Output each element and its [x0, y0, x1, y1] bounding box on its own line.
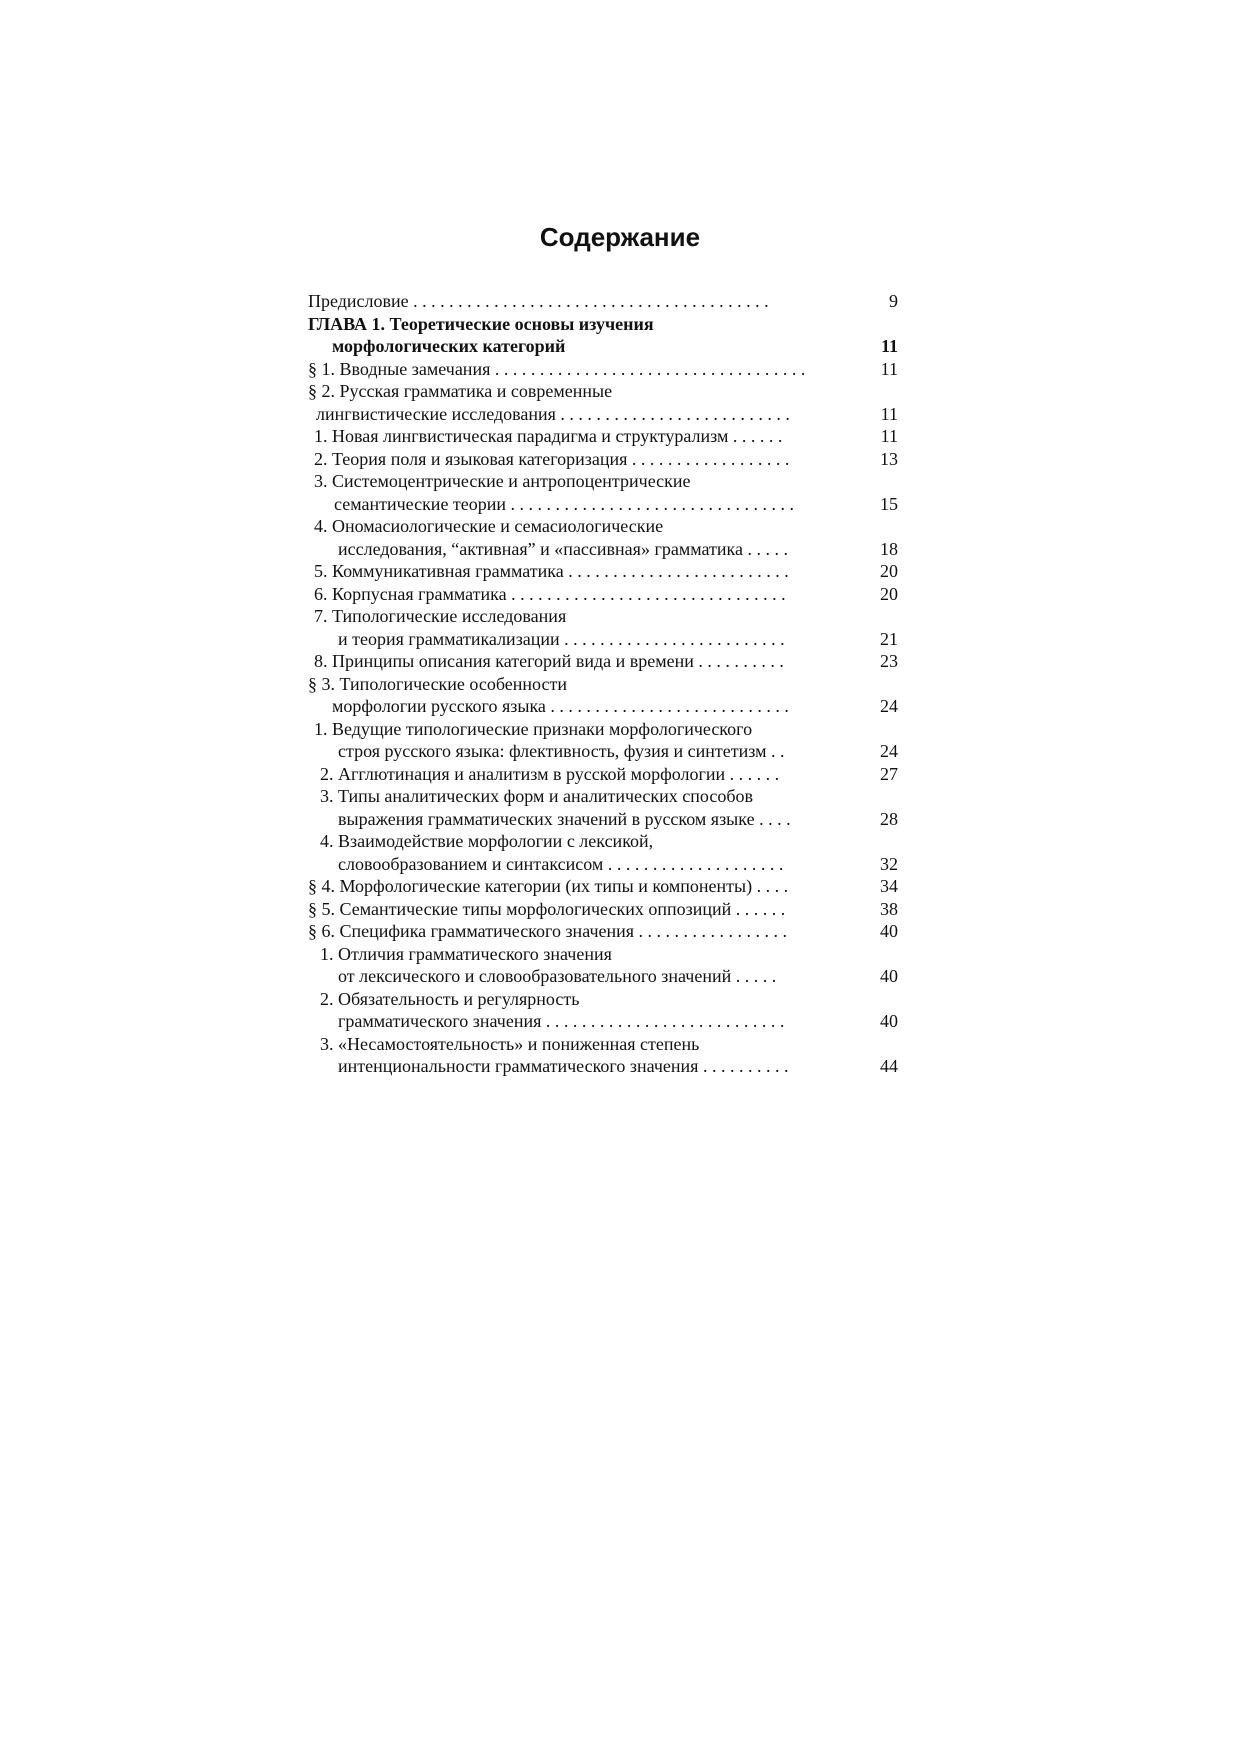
toc-entry-page-number: 11 [880, 426, 898, 446]
toc-entry-page-number: 11 [880, 403, 898, 424]
toc-entry-text: § 1. Вводные замечания . . . . . . . . . . . . . . . . . . . . . . . . . . . . . . . . . . . [308, 358, 806, 379]
toc-entry-text: 3. Типы аналитических форм и аналитических способов [320, 786, 754, 806]
toc-entry [308, 538, 904, 561]
toc-entry-page-number: 40 [880, 1011, 898, 1031]
toc-entry-text: от лексического и словообразовательного значений . . . . . [338, 966, 777, 986]
toc-entry-page-number: 24 [880, 741, 898, 761]
toc-entry-text: 2. Агглютинация и аналитизм в русской морфологии . . . . . . [320, 763, 780, 784]
toc-entry-text: § 5. Семантические типы морфологических оппозиций . . . . . . [308, 898, 786, 919]
toc-entry [308, 898, 904, 921]
toc-entry [308, 515, 904, 538]
toc-entry [308, 358, 904, 381]
toc-entry-text: и теория грамматикализации . . . . . . . . . . . . . . . . . . . . . . . . . [338, 628, 785, 649]
toc-entry-page-number: 20 [880, 561, 898, 581]
toc-entry [308, 650, 904, 673]
toc-entry-text: § 6. Специфика грамматического значения . . . . . . . . . . . . . . . . . [308, 921, 788, 941]
toc-entry-page-number: 32 [880, 853, 898, 874]
toc-entry-page-number: 40 [880, 921, 898, 941]
toc-entry-text: 2. Теория поля и языковая категоризация . . . . . . . . . . . . . . . . . . [314, 448, 790, 469]
toc-entry-page-number: 11 [880, 358, 898, 379]
toc-entry [308, 740, 904, 763]
toc-entry-text: выражения грамматических значений в русском языке . . . . [338, 808, 791, 829]
toc-entry-text: интенциональности грамматического значения . . . . . . . . . . [338, 1056, 789, 1076]
toc-entry-text: 8. Принципы описания категорий вида и времени . . . . . . . . . . [314, 651, 784, 671]
toc-entry [308, 403, 904, 426]
toc-entry-text: Предисловие . . . . . . . . . . . . . . . . . . . . . . . . . . . . . . . . . . . . . . . . [308, 291, 769, 311]
toc-entry-text: лингвистические исследования . . . . . . . . . . . . . . . . . . . . . . . . . . [316, 403, 790, 424]
toc-entry [308, 718, 904, 741]
toc-entry [308, 470, 904, 493]
toc-entry-text: строя русского языка: флективность, фузия и синтетизм . . [338, 741, 785, 761]
toc-entry-page-number: 13 [880, 448, 898, 469]
toc-entry-page-number: 27 [880, 763, 898, 784]
toc-entry [308, 1033, 904, 1056]
toc-entry-page-number: 18 [880, 538, 898, 559]
toc-entry-page-number: 9 [889, 291, 898, 311]
toc-entry-text: 3. «Несамостоятельность» и пониженная степень [320, 1033, 700, 1054]
toc-entry [308, 290, 904, 313]
toc-entry-page-number: 23 [880, 651, 898, 671]
toc-entry [308, 628, 904, 651]
toc-entry-page-number: 34 [880, 876, 898, 896]
toc-entry-text: § 4. Морфологические категории (их типы и компоненты) . . . . [308, 876, 789, 896]
toc-entry [308, 875, 904, 898]
toc-entry [308, 1055, 904, 1078]
toc-entry [308, 673, 904, 696]
toc-entry-page-number: 20 [880, 583, 898, 604]
toc-entry-text: 4. Ономасиологические и семасиологические [314, 516, 664, 536]
toc-entry [308, 448, 904, 471]
toc-entry-text: морфологии русского языка . . . . . . . . . . . . . . . . . . . . . . . . . . . [332, 696, 789, 716]
toc-entry-page-number: 15 [880, 493, 898, 514]
toc-entry-page-number: 21 [880, 628, 898, 649]
toc-entry [308, 920, 904, 943]
toc-entry [308, 808, 904, 831]
toc-entry-text: 6. Корпусная грамматика . . . . . . . . . . . . . . . . . . . . . . . . . . . . . . . [314, 583, 786, 604]
toc-entry-text: 5. Коммуникативная грамматика . . . . . . . . . . . . . . . . . . . . . . . . . [314, 561, 789, 581]
toc-entry-text: морфологических категорий [332, 336, 566, 356]
toc-entry [308, 335, 904, 358]
page-title: Содержание [539, 222, 701, 252]
toc-entry-text: § 2. Русская грамматика и современные [308, 381, 613, 401]
toc-entry [308, 988, 904, 1011]
toc-entry [308, 583, 904, 606]
toc-entry-text: 3. Системоцентрические и антропоцентрические [314, 471, 691, 491]
toc-entry-text: 1. Новая лингвистическая парадигма и структурализм . . . . . . [314, 426, 783, 446]
toc-entry [308, 313, 904, 336]
toc-entry [308, 1010, 904, 1033]
toc-entry [308, 380, 904, 403]
toc-entry-page-number: 40 [880, 966, 898, 986]
toc-entry [308, 965, 904, 988]
toc-entry [308, 785, 904, 808]
toc-entry-text: семантические теории . . . . . . . . . . . . . . . . . . . . . . . . . . . . . . . . [334, 493, 795, 514]
toc-entry-page-number: 11 [880, 336, 898, 356]
toc-entry [308, 830, 904, 853]
toc-entry-text: 2. Обязательность и регулярность [320, 988, 580, 1009]
toc-entry-text: 1. Отличия грамматического значения [320, 943, 612, 964]
toc-entry-text: 1. Ведущие типологические признаки морфологического [314, 718, 753, 739]
toc-entry [308, 763, 904, 786]
toc-entry-text: грамматического значения . . . . . . . . . . . . . . . . . . . . . . . . . . . [338, 1011, 785, 1031]
toc-entry-text: словообразованием и синтаксисом . . . . . . . . . . . . . . . . . . . . [338, 853, 784, 874]
toc-entry [308, 560, 904, 583]
toc-entry [308, 695, 904, 718]
toc-entry [308, 425, 904, 448]
table-of-contents [308, 290, 904, 1078]
toc-entry-text: 7. Типологические исследования [314, 606, 567, 626]
toc-entry [308, 853, 904, 876]
toc-entry [308, 943, 904, 966]
toc-entry-page-number: 38 [880, 898, 898, 919]
toc-entry-text: 4. Взаимодействие морфологии с лексикой, [320, 831, 654, 851]
toc-entry-page-number: 24 [880, 696, 898, 716]
toc-entry [308, 493, 904, 516]
toc-entry-page-number: 28 [880, 808, 898, 829]
toc-entry-page-number: 44 [880, 1056, 898, 1076]
toc-entry-text: исследования, “активная” и «пассивная» грамматика . . . . . [338, 538, 788, 559]
toc-entry [308, 605, 904, 628]
toc-entry-text: § 3. Типологические особенности [308, 673, 567, 694]
toc-entry-text: ГЛАВА 1. Теоретические основы изучения [308, 313, 654, 334]
